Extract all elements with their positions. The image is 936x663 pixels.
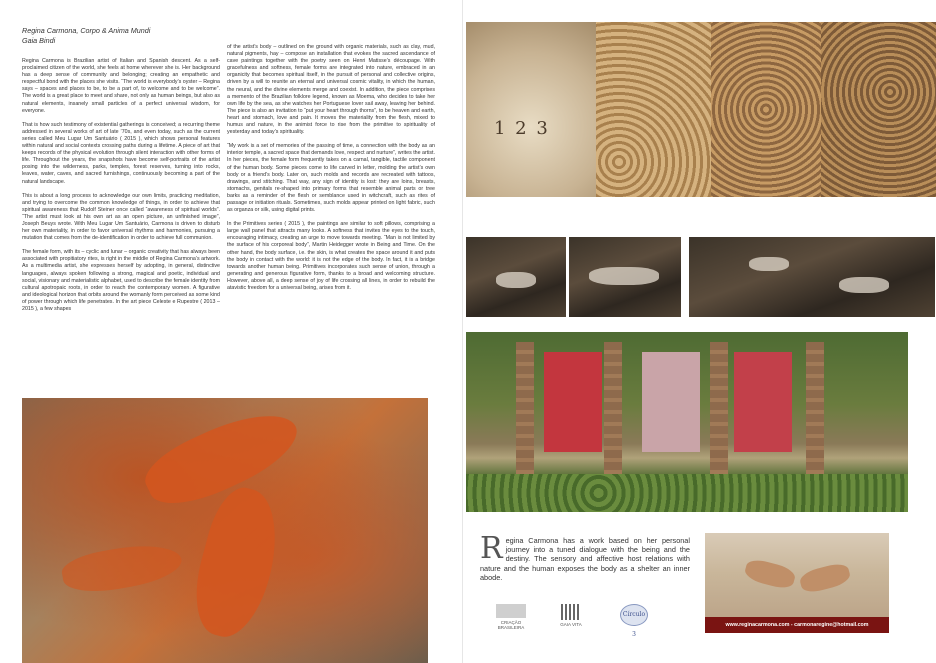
- paragraph: The female form, with its – cyclic and lunar – organic creativity that has always been associated with propitiatory rites, is right in the middle of Regina Carmona’s artwork. As a multimedia artist, she expresses herself by adopting, in general, distinctive languages, always spoken following a strong, magical and poetic, individual and social, visionary and materialistic alphabet, used to describe the female identity from cultural apotropaic roots, in order to reach the contemporary women. A figurative and ideological horizon that orbits around the womanly form perceived as some kind of power through which life penetrates. In the art piece Celeste e Rupestre ( 2013 – 2015 ), a few shapes: [22, 249, 220, 312]
- body-cast-photo: [821, 22, 936, 197]
- performance-photo: [569, 237, 681, 317]
- logo-mark-icon: [496, 604, 526, 618]
- pull-quote: [480, 531, 690, 582]
- logo-text: CRIAÇÃO BRASILEIRA: [497, 620, 525, 630]
- painted-figure: [137, 398, 307, 519]
- contact-bar[interactable]: www.reginacarmona.com - carmonaregine@hotmail.com: [705, 617, 889, 633]
- performance-photo: [689, 237, 935, 317]
- paragraph: In the Primitives series ( 2015 ), the paintings are similar to soft pillows, comprising a large wall panel that attracts many looks. A softness that invites the eyes to the touch, encouraging intimacy, creating an urge to move towards meeting. “Man is not limited by the surface of his corporeal body”, Martin Heidegger wrote in Being and Time. On the other hand, the body surface, i.e. the skin, is what creates the space around it and puts the body in contact with the world: it is not the edge of the body. In fact, it is a bridge towards another human being. Primitives incorporates such sense of union, through a generating and generous figurative form, thanks to a broad and welcoming structure. However, above all, a deep sense of joy of life crossing all lines, in order to rebuild the atavistic freedom for a universal being, arises from it.: [227, 221, 435, 291]
- paragraph: That is how such testimony of existential gatherings is conceived; a recurring theme addressed in several works of art of late ’70s, and even today, such as the current series called Meu Lugar Um Santuário ( 2015 ), which shows personal features within natural and social contexts crossing paths during a lifetime. A piece of art that keeps records of the physical evolution through silent interaction with other forms of life. Throughout the years, the snapshots have become self-portraits of the artist posing into the wilderness, parks, temples, forest reserves, turning into rocks, leaves, water, caves, and sacred furnishings, continuously becoming a part of the natural landscape.: [22, 121, 220, 185]
- logo-gaia-vita: [556, 604, 586, 632]
- logo-text: GAIA VITA: [560, 622, 582, 627]
- body-cast-photo: [711, 22, 821, 197]
- paragraph: of the artist’s body – outlined on the ground with organic materials, such as clay, mud, natural pigments, hay – compose an installation that evokes the sacred ascendance of cave paintings together with the poetry seen on Henri Matisse’s découpage. With gracefulness and softness, female forms are integrated into nature, embraced in an organicity that becomes spiritual itself, in the pursuit of personal and collective origins, driven by a will to reunite an eternal and universal cosmic vitality, in which the human, the neural, and the divine elements merge and coexist. In addition, the piece comprises a memento of the Brazilian folklore legend, known as Moema, who decides to take her own life by the sea, as she watches her Portuguese lover sail away, leaving her behind. The piece is also an invitation to “put your heart through thorns”, to be heaven and earth, heart and stomach, love and pain. It moves the materiality from the flesh, mixed to humus and nature, in the animist force to rise from the primitive to spirituality of yesterday and today’s spirituality.: [227, 44, 435, 136]
- body-cast-photo: [596, 22, 711, 197]
- paragraph: Regina Carmona is Brazilian artist of Italian and Spanish descent. As a self-proclaimed citizen of the world, she feels at home wherever she is. Her background has a deep sense of community and belonging; creating an empathetic and respectful bond with the places she visits. “The world is everybody’s oyster – Regina says – spaces and places to be, to be a part of, to welcome and to be welcome”. The world is a great place to meet and share, not only as human beings, but also as natural elements, insanely small particles of a perfect universal wisdom, for everyone.: [22, 58, 220, 114]
- author-line: Gaia Bindi: [22, 36, 56, 45]
- hanging-fabric: [544, 352, 602, 452]
- body-cast-photo: [466, 22, 596, 197]
- logo-mark-icon: [561, 604, 581, 620]
- article-title: [22, 26, 150, 46]
- painted-figure: [59, 538, 184, 598]
- text-column-1: [22, 58, 220, 320]
- logo-mark-icon: [620, 604, 648, 638]
- quote-text: egina Carmona has a work based on her personal journey into a tuned dialogue with the being and the destiny. The sensory and affective host relations with nature and the human exposes the body as a shelter an inner abode.: [480, 536, 690, 582]
- performance-photo: [466, 237, 566, 317]
- logo-text: Círculo 3: [622, 611, 646, 638]
- logo-criacao-brasileira: [493, 604, 529, 632]
- hanging-fabric: [734, 352, 792, 452]
- hanging-fabric: [642, 352, 700, 452]
- lily-pond: [466, 474, 908, 512]
- drop-cap: R: [480, 531, 503, 566]
- title-line: Regina Carmona, Corpo & Anima Mundi: [22, 26, 151, 35]
- painted-figure: [184, 481, 290, 644]
- paragraph: “My work is a set of memories of the passing of time, a connection with the body as an interior temple, a sacred space that demands love, respect and nurture”, writes the artist. In her pieces, the female form frequently takes on a carnal, tangible, tactile component of the human body. Some pieces come to life carved in letter, molding the artist’s own body or a friend’s body. Later on, such molds and records are recreated with tattoos, drawings, and stitching. That way, any sign of identity is lost: they are loins, breasts, stomachs, genitals re-shaped into primary forms that resemble animal parts or tree barks as a reminder of the flesh or semblance used in witchcraft, such as rites of passage or initiation rituals. Sometimes, such molds appear printed on light fabric, such as organza or silk, using digital prints.: [227, 143, 435, 214]
- left-page: [0, 0, 463, 663]
- garden-installation-photo: [466, 332, 908, 512]
- paragraph: This is about a long process to acknowledge our own limits, practicing meditation, and trying to overcome the common knowledge of things, in order to achieve that spiritual awareness that Rudolf Steiner once called “awareness of spiritual worlds”. “The artist must look at his own art as an open picture, an unfinished image”, Joseph Beuys wrote. With Meu Lugar Um Santuário, Carmona is driven to disturb her own materiality, in order to favor universal rhythms and harmonies, pursuing a mutation that comes from the de-identification in order to achieve full communion.: [22, 192, 220, 242]
- text-column-2: [227, 44, 435, 299]
- rock-painting-photo: [22, 398, 428, 663]
- carved-number: 1 2 3: [494, 118, 550, 139]
- logo-circulo: [614, 604, 654, 638]
